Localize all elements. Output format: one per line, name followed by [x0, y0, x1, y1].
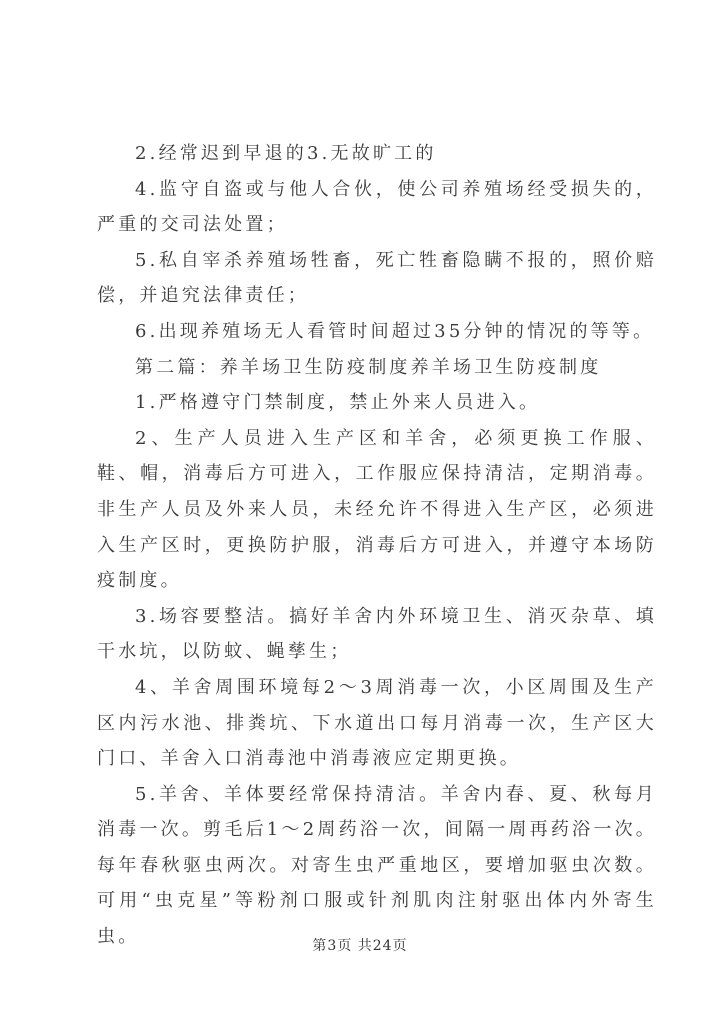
rule-item-1: 1.严格遵守门禁制度，禁止外来人员进入。 [135, 392, 541, 414]
rule-item-3: 3.场容要整洁。搞好羊舍内外环境卫生、消灭杂草、填干水坑，以防蚊、蝇孳生； [97, 605, 657, 663]
paragraph-item-6: 6.出现养殖场无人看管时间超过35分钟的情况的等等。 [135, 320, 655, 342]
page-number-footer: 第3页 共24页 [312, 938, 408, 954]
rule-item-5: 5.羊舍、羊体要经常保持清洁。羊舍内春、夏、秋每月消毒一次。剪毛后1～2周药浴一次，间隔一周再药浴一次。每年春秋驱虫两次。对寄生虫严重地区，要增加驱虫次数。可用“虫克星”等粉剂口服或针剂肌肉注射驱出体内外寄生虫。 [97, 783, 657, 948]
paragraph-item-4: 4.监守自盗或与他人合伙，使公司养殖场经受损失的，严重的交司法处置； [97, 178, 657, 236]
section-heading: 第二篇：养羊场卫生防疫制度养羊场卫生防疫制度 [135, 356, 602, 378]
document-body [97, 136, 657, 955]
rule-item-2: 2、生产人员进入生产区和羊舍，必须更换工作服、鞋、帽，消毒后方可进入，工作服应保持清洁，定期消毒。非生产人员及外来人员，未经允许不得进入生产区，必须进入生产区时，更换防护服，消毒后方可进入，并遵守本场防疫制度。 [97, 427, 657, 592]
paragraph-item-5: 5.私自宰杀养殖场牲畜，死亡牲畜隐瞒不报的，照价赔偿，并追究法律责任； [97, 249, 657, 307]
paragraph-item-2-3: 2.经常迟到早退的3.无故旷工的 [135, 143, 437, 164]
rule-item-4: 4、羊舍周围环境每2～3周消毒一次，小区周围及生产区内污水池、排粪坑、下水道出口每月消毒一次，生产区大门口、羊舍入口消毒池中消毒液应定期更换。 [97, 676, 657, 770]
